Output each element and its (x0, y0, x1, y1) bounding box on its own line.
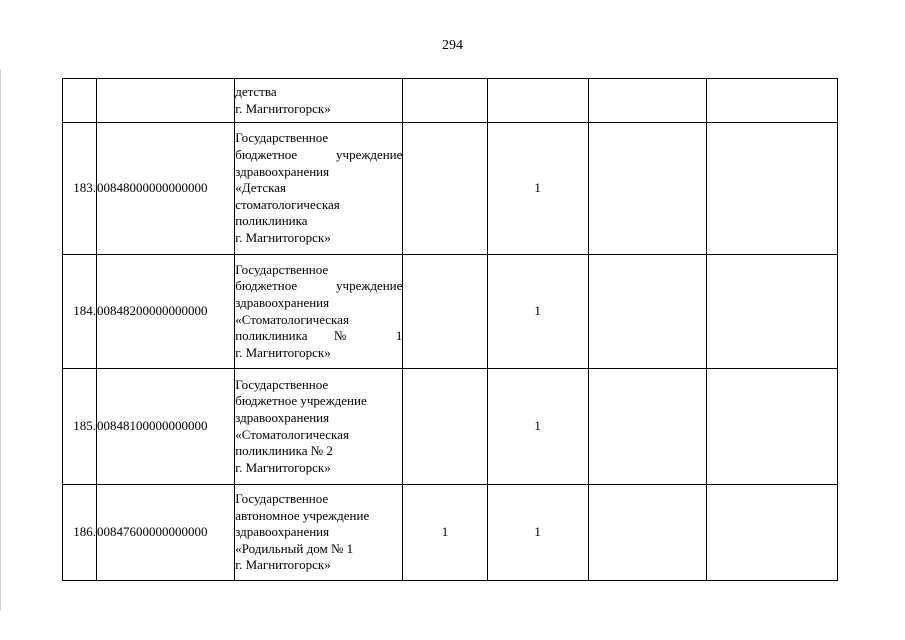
name-line: бюджетное учреждение (235, 147, 403, 163)
table-row (63, 123, 838, 255)
row-col-d (706, 369, 837, 485)
row-col-b: 1 (487, 255, 588, 369)
row-col-d (706, 485, 837, 581)
name-line: здравоохранения (235, 163, 330, 179)
name-line: г. Магнитогорск» (235, 459, 331, 475)
row-col-a (403, 255, 487, 369)
row-col-d (706, 79, 837, 123)
row-institution-name (235, 485, 403, 581)
row-col-d (706, 255, 837, 369)
name-line: Государственное (235, 130, 329, 146)
institutions-table (62, 78, 838, 581)
row-code: 00848200000000000 (97, 255, 235, 369)
name-line: бюджетное учреждение (235, 278, 403, 294)
row-col-a (403, 79, 487, 123)
row-number: 184. (63, 255, 97, 369)
name-line: детства (235, 83, 277, 99)
name-line: автономное учреждение (235, 507, 370, 523)
name-line: «Стоматологическая (235, 311, 349, 327)
row-code: 00848000000000000 (97, 123, 235, 255)
name-line: «Детская (235, 180, 286, 196)
name-line: здравоохранения (235, 294, 330, 310)
row-col-a (403, 369, 487, 485)
row-number: 186. (63, 485, 97, 581)
row-code (97, 79, 235, 123)
row-number: 183. (63, 123, 97, 255)
name-line: г. Магнитогорск» (235, 344, 331, 360)
row-code: 00847600000000000 (97, 485, 235, 581)
name-line: г. Магнитогорск» (235, 557, 331, 573)
row-col-c (588, 123, 706, 255)
name-line: поликлиника № 2 (235, 443, 333, 459)
row-col-b (487, 79, 588, 123)
row-institution-name (235, 369, 403, 485)
row-col-c (588, 485, 706, 581)
name-line: поликлиника (235, 213, 308, 229)
page-number: 294 (442, 38, 463, 53)
name-line: «Стоматологическая (235, 426, 349, 442)
row-institution-name (235, 255, 403, 369)
row-col-d (706, 123, 837, 255)
row-number (63, 79, 97, 123)
row-col-b: 1 (487, 485, 588, 581)
row-number: 185. (63, 369, 97, 485)
name-line: г. Магнитогорск» (235, 100, 331, 116)
name-line: поликлиника № 1 (235, 328, 403, 344)
name-line: «Родильный дом № 1 (235, 540, 354, 556)
table-row (63, 369, 838, 485)
table-row (63, 485, 838, 581)
scan-edge-line (0, 70, 1, 610)
row-col-c (588, 255, 706, 369)
name-line: стоматологическая (235, 196, 340, 212)
row-col-b: 1 (487, 369, 588, 485)
row-col-b: 1 (487, 123, 588, 255)
name-line: Государственное (235, 491, 329, 507)
row-col-a: 1 (403, 485, 487, 581)
name-line: г. Магнитогорск» (235, 229, 331, 245)
name-line: здравоохранения (235, 409, 330, 425)
table-row (63, 79, 838, 123)
row-institution-name (235, 79, 403, 123)
name-line: Государственное (235, 261, 329, 277)
name-line: бюджетное учреждение (235, 393, 367, 409)
row-col-a (403, 123, 487, 255)
row-institution-name (235, 123, 403, 255)
row-col-c (588, 369, 706, 485)
table-row (63, 255, 838, 369)
name-line: Государственное (235, 376, 329, 392)
row-col-c (588, 79, 706, 123)
name-line: здравоохранения (235, 524, 330, 540)
row-code: 00848100000000000 (97, 369, 235, 485)
